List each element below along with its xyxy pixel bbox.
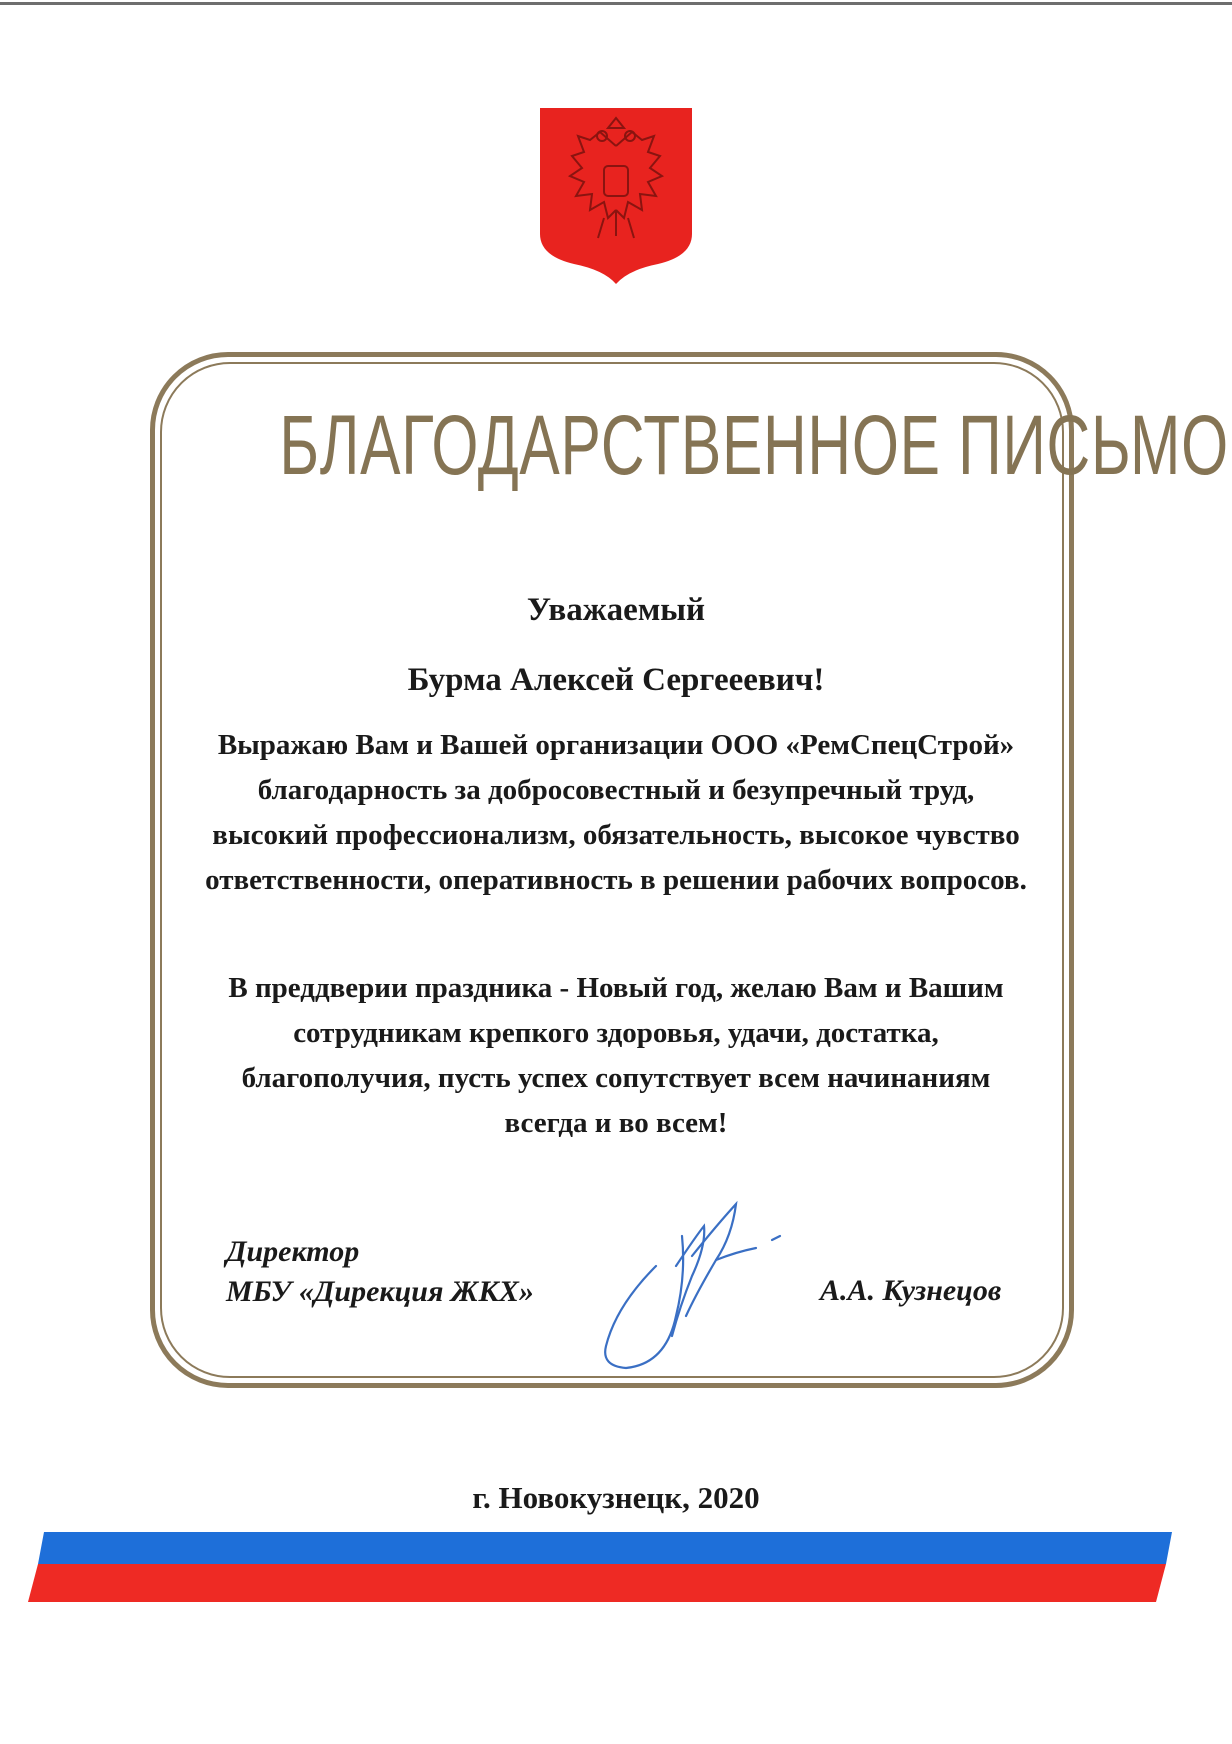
signer-organization: МБУ «Дирекция ЖКХ» [226, 1275, 534, 1308]
gratitude-paragraph: Выражаю Вам и Вашей организации ООО «РемСпецСтрой» благодарность за добросовестный и безупречный труд, высокий профессионализм, обязательность, высокое чувство ответственности, оперативность в решении рабочих вопросов. [205, 729, 1027, 896]
tricolor-flag-stripe [0, 1528, 1232, 1608]
salutation: Уважаемый [526, 592, 706, 628]
coat-of-arms-icon [538, 106, 694, 286]
signer-name: А.А. Кузнецов [820, 1274, 1002, 1307]
letter-title: БЛАГОДАРСТВЕННОЕ ПИСЬМО [279, 398, 1229, 492]
place-and-date: г. Новокузнецк, 2020 [472, 1480, 760, 1515]
wishes-paragraph: В преддверии праздника - Новый год, желаю Вам и Вашим сотрудникам крепкого здоровья, удачи, достатка, благополучия, пусть успех сопутствует всем начинаниям всегда и во всем! [228, 972, 1004, 1139]
signer-block [226, 1232, 534, 1312]
handwritten-signature [596, 1196, 796, 1376]
recipient-name: Бурма Алексей Сергееевич! [407, 662, 825, 698]
top-rule [0, 2, 1232, 5]
signer-position: Директор [226, 1235, 360, 1268]
